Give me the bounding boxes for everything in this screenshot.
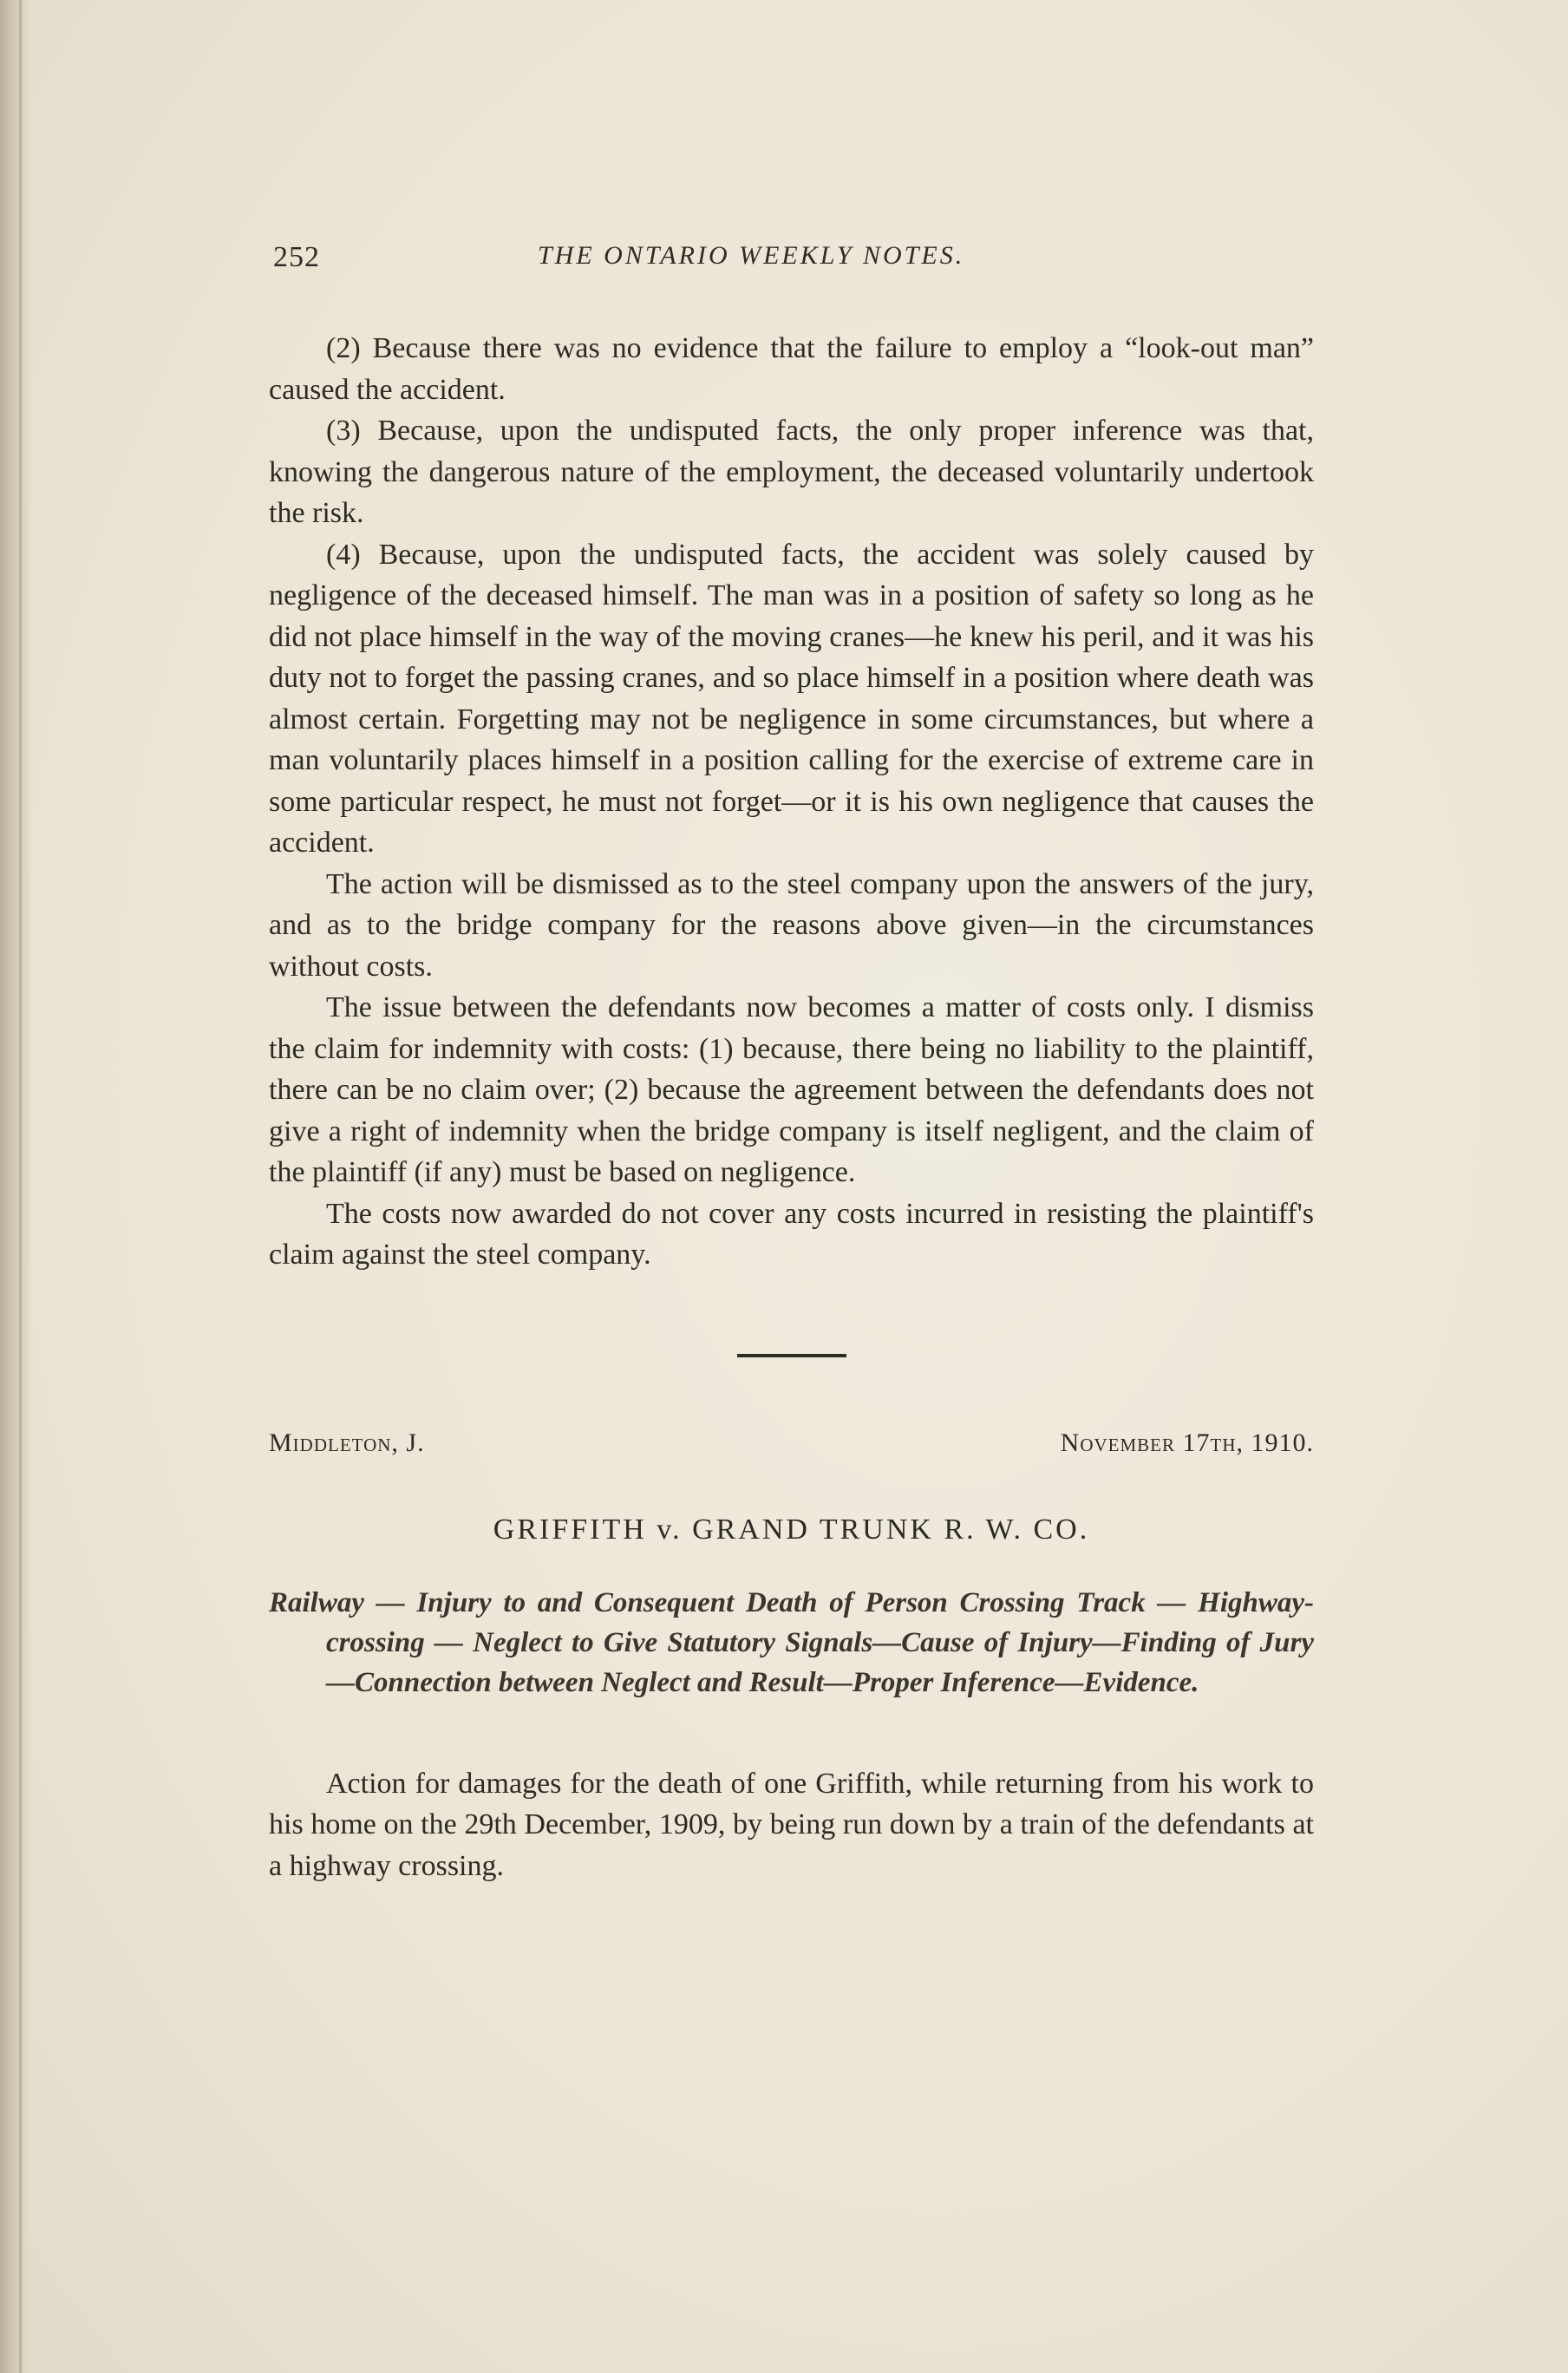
journal-title: THE ONTARIO WEEKLY NOTES. [538, 241, 965, 270]
judgment-body [269, 328, 1314, 1276]
case-title: GRIFFITH v. GRAND TRUNK R. W. CO. [493, 1513, 1090, 1546]
judgment-date: November 17th, 1910. [1060, 1428, 1314, 1457]
paragraph-reason-4: (4) Because, upon the undisputed facts, the accident was solely caused by negligence of the deceased himself. The man was in a position of safety so long as he did not place himself in the way of the moving cranes—he knew his peril, and it was his duty not to forget the passing cranes, and so place himself in a position where death was almost certain. Forgetting may not be negligence in some circumstances, but where a man voluntarily places himself in a position calling for the exercise of extreme care in some particular respect, he must not forget—or it is his own negligence that causes the accident. [269, 538, 1314, 859]
page-number: 252 [273, 241, 320, 273]
case-action-text: Action for damages for the death of one Griffith, while returning from his work to his home on the 29th December, 1909, by being run down by a train of the defendants at a highway crossing. [269, 1767, 1314, 1882]
judge-line [269, 1428, 1314, 1472]
paragraph-costs-issue: The issue between the defendants now becomes a matter of costs only. I dismiss the claim for indemnity with costs: (1) because, there being no liability to the plaintiff, there can be no claim over; (2) because the agreement between the defendants does not give a right of indemnity when the bridge company is itself negligent, and the claim of the plaintiff (if any) must be based on negligence. [269, 991, 1314, 1188]
page-content [269, 234, 1314, 1886]
section-divider [737, 1354, 846, 1357]
running-head [269, 234, 1314, 286]
binding-line [19, 0, 22, 2373]
case-headnote: Railway — Injury to and Consequent Death of Person Crossing Track — Highway-crossing — Neglect to Give Statutory Signals—Cause of Injury—Finding of Jury—Connection between Neglect and Result—Proper Inference—Evidence. [269, 1586, 1314, 1698]
judge-name: Middleton, J. [269, 1428, 425, 1457]
paragraph-dismissal: The action will be dismissed as to the steel company upon the answers of the jury, and as to the bridge company for the reasons above given—in the circumstances without costs. [269, 867, 1314, 983]
paragraph-costs-awarded: The costs now awarded do not cover any costs incurred in resisting the plaintiff's claim against the steel company. [269, 1197, 1314, 1271]
paragraph-reason-2: (2) Because there was no evidence that the failure to employ a “look-out man” caused the accident. [269, 332, 1314, 406]
paragraph-reason-3: (3) Because, upon the undisputed facts, the only proper inference was that, knowing the dangerous nature of the employment, the deceased voluntarily undertook the risk. [269, 415, 1314, 529]
book-binding-edge [0, 0, 29, 2373]
